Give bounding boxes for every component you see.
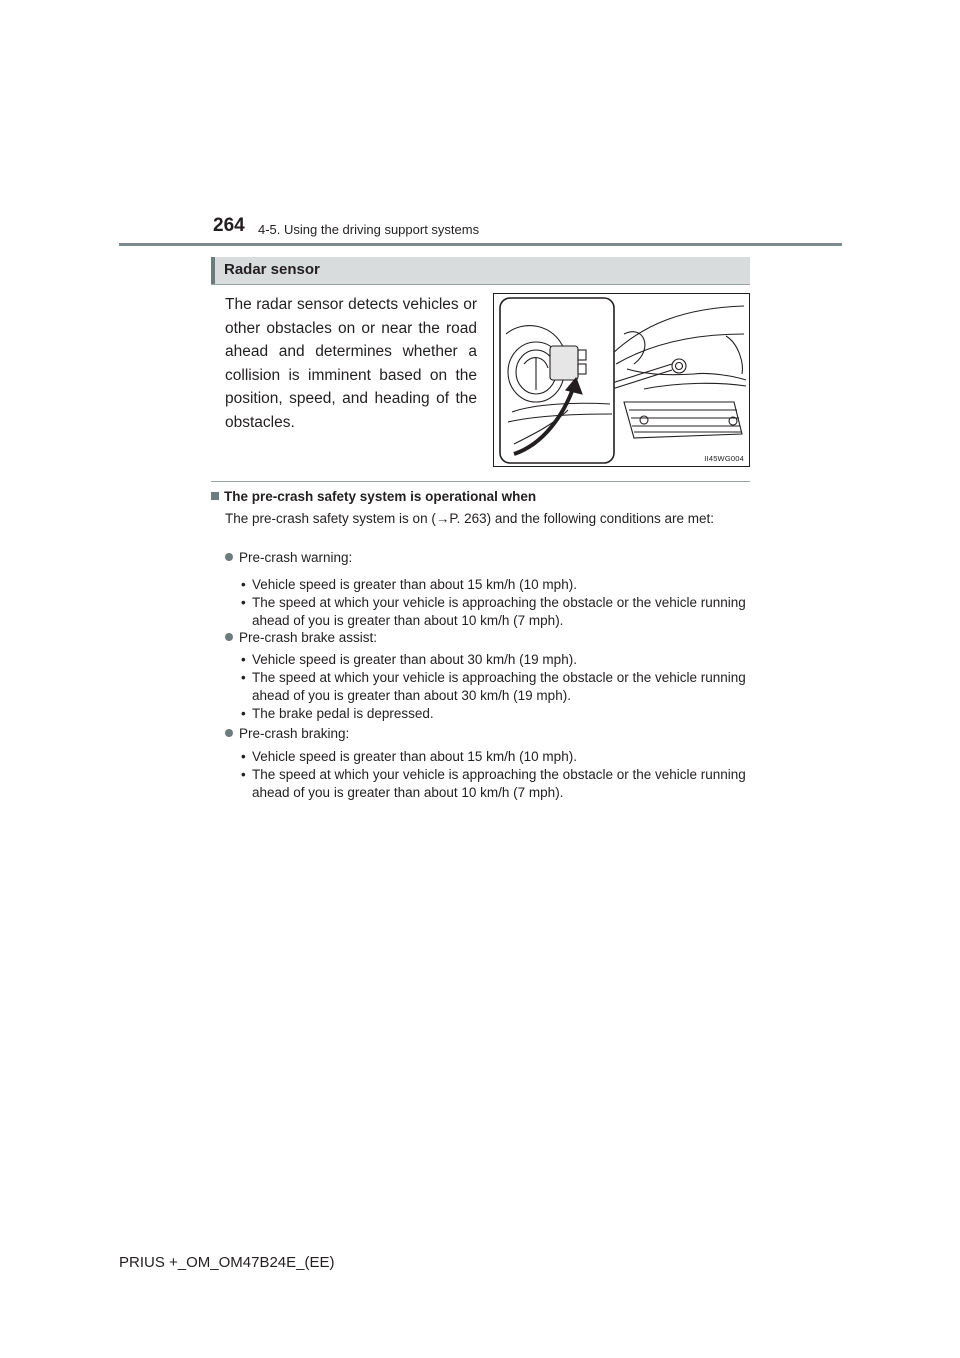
figure-code: II45WG004: [704, 454, 744, 463]
page-number: 264: [213, 215, 245, 236]
list-item: • The speed at which your vehicle is approaching the obstacle or the vehicle running ahead of you is greater than about 10 km/h (7 mph).: [241, 594, 751, 630]
pre-crash-warning-list: [241, 576, 751, 630]
radar-sensor-heading-text: Radar sensor: [224, 261, 320, 278]
section-title: 4-5. Using the driving support systems: [258, 222, 480, 237]
list-item: • The speed at which your vehicle is approaching the obstacle or the vehicle running ahead of you is greater than about 30 km/h (19 mph).: [241, 669, 751, 705]
operational-conditions-heading-text: The pre-crash safety system is operational when: [224, 489, 537, 504]
operational-conditions-intro: The pre-crash safety system is on (→P. 263) and the following conditions are met:: [225, 511, 714, 526]
document-code: PRIUS +_OM_OM47B24E_(EE): [119, 1254, 335, 1271]
round-bullet-icon: [225, 633, 233, 641]
section-separator: [211, 481, 750, 482]
list-item: • The brake pedal is depressed.: [241, 705, 751, 723]
group-label: Pre-crash braking:: [239, 726, 350, 741]
round-bullet-icon: [225, 729, 233, 737]
header-rule: [119, 243, 842, 246]
square-bullet-icon: [211, 492, 219, 500]
radar-sensor-illustration: [493, 293, 750, 467]
radar-sensor-heading: [211, 257, 750, 285]
group-pre-crash-braking: [225, 726, 349, 741]
list-item: • Vehicle speed is greater than about 15 km/h (10 mph).: [241, 576, 751, 594]
group-label: Pre-crash brake assist:: [239, 630, 378, 645]
list-item: • Vehicle speed is greater than about 15 km/h (10 mph).: [241, 748, 751, 766]
heading-accent: [211, 257, 215, 284]
group-pre-crash-brake-assist: [225, 630, 377, 645]
car-front-radar-drawing: [494, 294, 749, 466]
group-pre-crash-warning: [225, 550, 352, 565]
list-item: • The speed at which your vehicle is approaching the obstacle or the vehicle running ahead of you is greater than about 10 km/h (7 mph).: [241, 766, 751, 802]
group-label: Pre-crash warning:: [239, 550, 353, 565]
list-item: • Vehicle speed is greater than about 30 km/h (19 mph).: [241, 651, 751, 669]
round-bullet-icon: [225, 553, 233, 561]
pre-crash-braking-list: [241, 748, 751, 802]
pre-crash-brake-assist-list: [241, 651, 751, 723]
radar-sensor-description: The radar sensor detects vehicles or other obstacles on or near the road ahead and determines whether a collision is imminent based on the position, speed, and heading of the obstacles.: [225, 296, 477, 431]
operational-conditions-heading: [211, 489, 536, 504]
